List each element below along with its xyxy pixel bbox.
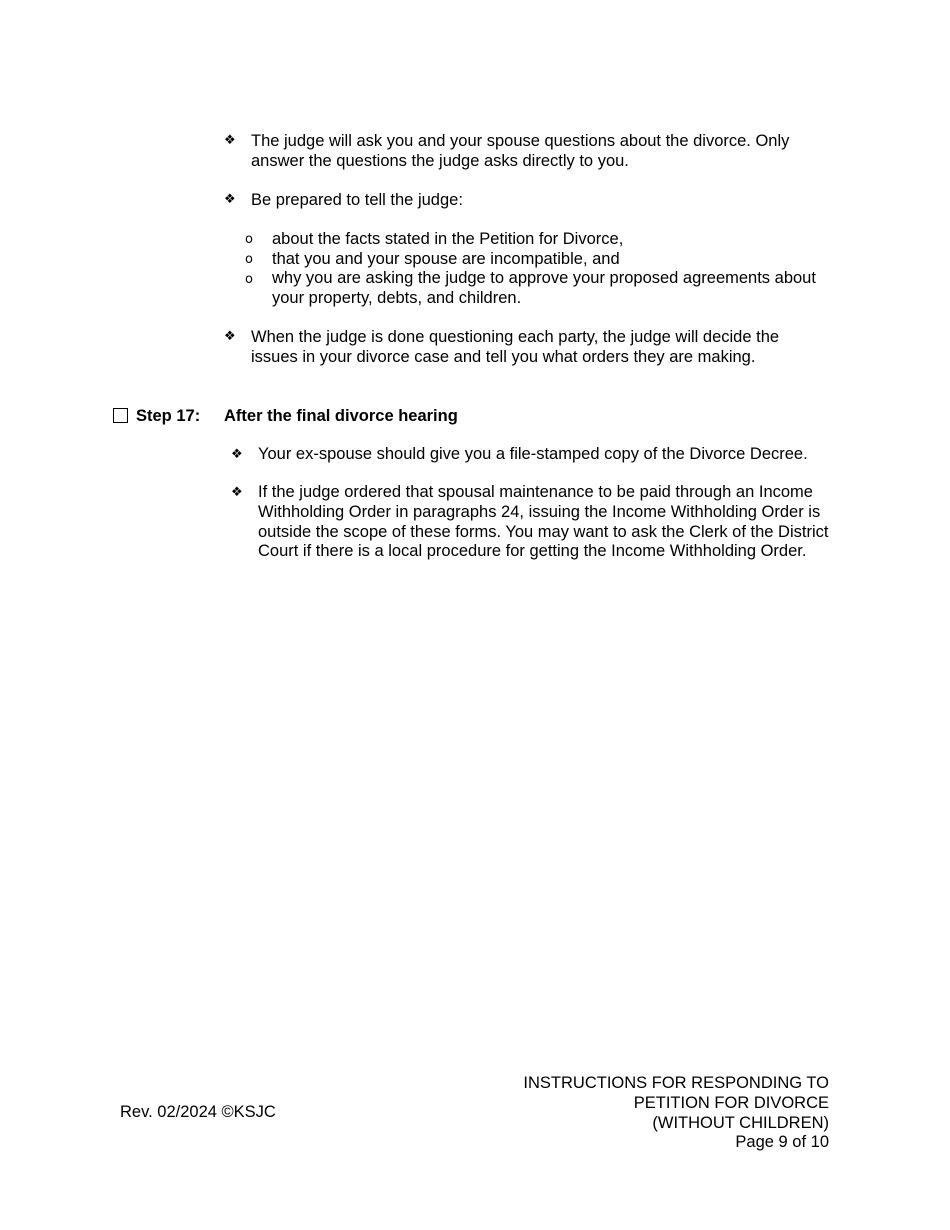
footer-title-line: INSTRUCTIONS FOR RESPONDING TO	[523, 1074, 829, 1092]
footer-title-block	[523, 1074, 829, 1153]
bullet-icon: ❖	[231, 447, 243, 462]
bullet-text: When the judge is done questioning each party, the judge will decide the issues in your divorce case and tell you what orders they are making.	[251, 328, 780, 366]
bullet-text: Your ex-spouse should give you a file-stamped copy of the Divorce Decree.	[258, 445, 808, 463]
bullet-icon: ❖	[224, 133, 236, 148]
footer-title-line: (WITHOUT CHILDREN)	[652, 1113, 829, 1132]
bullet-text: Be prepared to tell the judge:	[251, 191, 463, 209]
bullet-icon: ❖	[224, 192, 236, 207]
step-title: After the final divorce hearing	[224, 407, 458, 425]
bullet-icon: ❖	[224, 329, 236, 344]
sub-item-text: that you and your spouse are incompatible, and	[272, 250, 620, 268]
circle-bullet-icon: o	[245, 272, 253, 287]
circle-bullet-icon: o	[245, 252, 253, 267]
bullet-text: If the judge ordered that spousal maintenance to be paid through an Income Withholding Order in paragraphs 24, issuing the Income Withholding Order is outside the scope of these forms. You may want to ask the Clerk of the District Court if there is a local procedure for getting the Income Withholding Order.	[258, 483, 829, 561]
footer-title-line: PETITION FOR DIVORCE	[633, 1093, 829, 1112]
page-number: Page 9 of 10	[735, 1133, 829, 1152]
sub-item-text: about the facts stated in the Petition for Divorce,	[272, 230, 624, 248]
bullet-text: The judge will ask you and your spouse questions about the divorce. Only answer the questions the judge asks directly to you.	[251, 132, 790, 170]
bullet-icon: ❖	[231, 485, 243, 500]
step-label: Step 17:	[136, 407, 201, 425]
step-checkbox[interactable]	[113, 408, 128, 423]
sub-item-text: why you are asking the judge to approve your proposed agreements about your property, debts, and children.	[272, 269, 816, 307]
circle-bullet-icon: o	[245, 232, 253, 247]
revision-footer: Rev. 02/2024 ©KSJC	[120, 1103, 276, 1121]
